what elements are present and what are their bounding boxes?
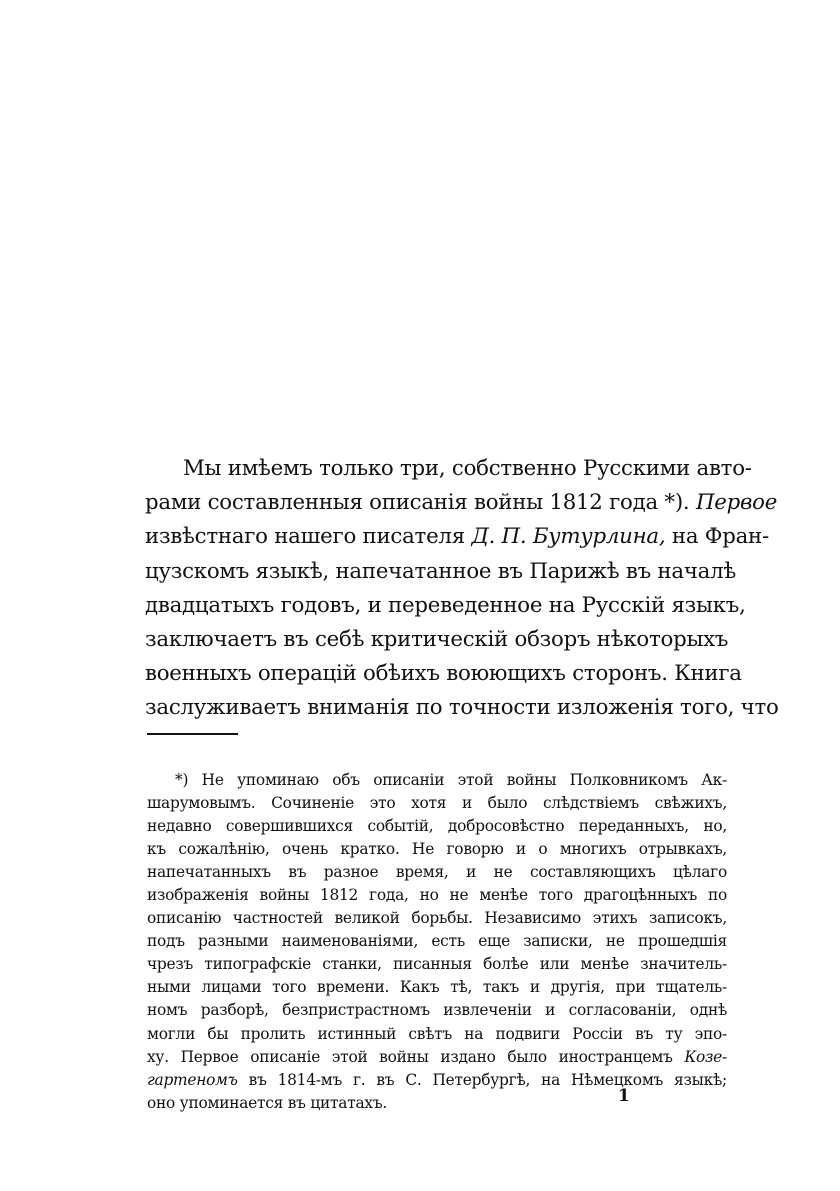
footnote-line: напечатанныхъ въ разное время, и не составляющихъ цѣлаго — [147, 863, 727, 882]
footnote-line: описанію частностей великой борьбы. Независимо этихъ записокъ, — [147, 909, 727, 928]
footnote-line: подъ разными наименованіями, есть еще записки, не прошедшія — [147, 932, 727, 951]
footnote-line: оно упоминается въ цитатахъ. — [147, 1093, 388, 1112]
page-number: 1 — [618, 1086, 630, 1106]
footnote-line: гартеномъ въ 1814-мъ г. въ С. Петербургѣ, на Нѣмецкомъ языкѣ; — [147, 1070, 727, 1089]
footnote-block — [147, 769, 727, 1115]
footnote-line: изображенія войны 1812 года, но не менѣе того драгоцѣнныхъ по — [147, 886, 727, 905]
text-line: цузскомъ языкѣ, напечатанное въ Парижѣ въ началѣ — [145, 558, 736, 584]
footnote-line: ными лицами того времени. Какъ тѣ, такъ и другія, при тщатель- — [147, 978, 727, 997]
footnote-line: шарумовымъ. Сочиненіе это хотя и было слѣдствіемъ свѣжихъ, — [147, 794, 727, 813]
footnote-line: ху. Первое описаніе этой войны издано было иностранцемъ Козе- — [147, 1047, 727, 1066]
footnote-line: недавно совершившихся событій, добросовѣстно переданныхъ, но, — [147, 817, 727, 836]
footnote-line: къ сожалѣнію, очень кратко. Не говорю и о многихъ отрывкахъ, — [147, 840, 727, 859]
author-name: Д. П. Бутурлина, — [471, 524, 666, 550]
text-line: рами составленныя описанія войны 1812 года *). Первое — [145, 490, 778, 516]
footnote-line: чрезъ типографскіе станки, писанныя болѣе или менѣе значитель- — [147, 955, 727, 974]
text-line: военныхъ операцій обѣихъ воюющихъ сторонъ. Книга — [145, 661, 742, 687]
footnote-line: номъ разборѣ, безпристрастномъ извлеченіи и согласованіи, однѣ — [147, 1001, 727, 1020]
italic-name: Козе- — [684, 1047, 727, 1066]
main-text-block — [145, 452, 779, 726]
text-line: заслуживаетъ вниманія по точности изложенія того, что — [145, 695, 779, 721]
text-line: заключаетъ въ себѣ критическій обзоръ нѣкоторыхъ — [145, 627, 729, 653]
text-line: Мы имѣемъ только три, собственно Русскими авто- — [183, 456, 752, 481]
footnote-line: *) Не упоминаю объ описаніи этой войны Полковникомъ Ак- — [175, 771, 727, 789]
text-line: извѣстнаго нашего писателя Д. П. Бутурлина, на Фран- — [145, 524, 769, 550]
footnote-divider — [147, 733, 238, 735]
italic-name: гартеномъ — [147, 1070, 238, 1089]
text-line: двадцатыхъ годовъ, и переведенное на Русскій языкъ, — [145, 592, 746, 618]
italic-text: Первое — [695, 490, 778, 516]
footnote-line: могли бы пролить истинный свѣтъ на подвиги Россіи въ ту эпо- — [147, 1024, 727, 1043]
